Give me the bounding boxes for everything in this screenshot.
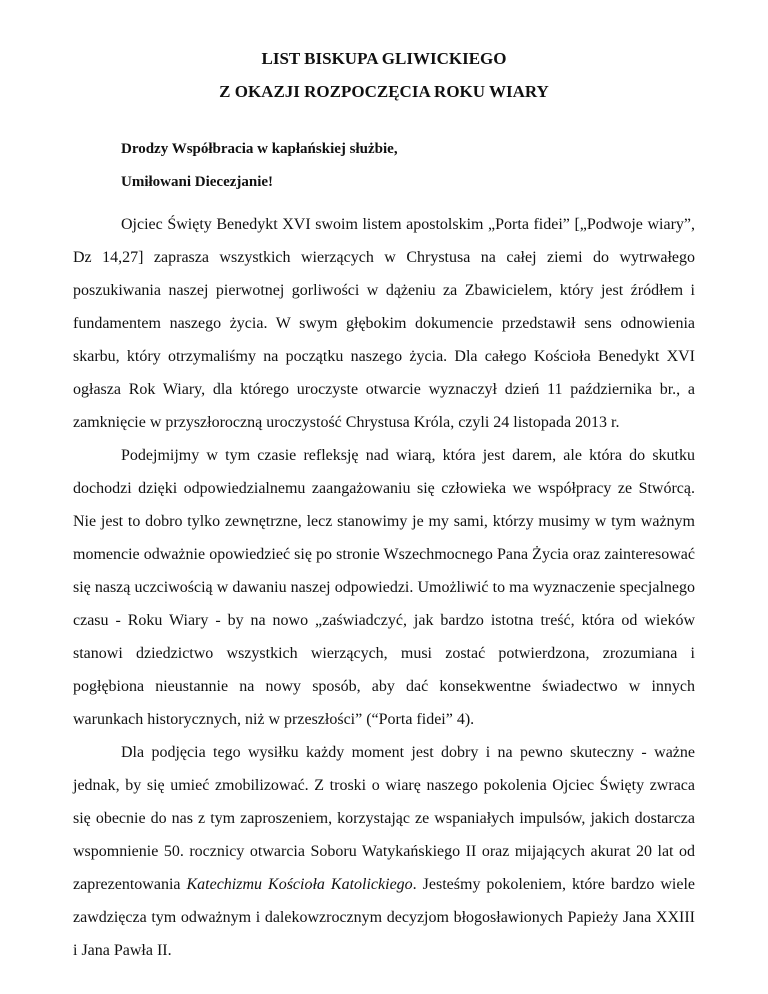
title-block (73, 42, 695, 108)
paragraph-3-italic-title: Katechizmu Kościoła Katolickiego (186, 876, 413, 893)
paragraph-3-text-end: . Jesteśmy pokoleniem, które bardzo wiele zawdzięcza tym odważnym i dalekowzrocznym decyzjom błogosławionych Papieży Jana XXIII i Jana Pawła II. (73, 876, 695, 959)
paragraph-1: Ojciec Święty Benedykt XVI swoim listem apostolskim „Porta fidei” [„Podwoje wiary”, Dz 14,27] zaprasza wszystkich wierzących w Chrystusa na całej ziemi do wytrwałego poszukiwania naszej pierwotnej gorliwości w dążeniu za Zbawicielem, który jest źródłem i fundamentem naszego życia. W swym głębokim dokumencie przedstawił sens odnowienia skarbu, który otrzymaliśmy na początku naszego życia. Dla całego Kościoła Benedykt XVI ogłasza Rok Wiary, dla którego uroczyste otwarcie wyznaczył dzień 11 października br., a zamknięcie w przyszłoroczną uroczystość Chrystusa Króla, czyli 24 listopada 2013 r. (73, 216, 695, 431)
document-title-line2: Z OKAZJI ROZPOCZĘCIA ROKU WIARY (219, 82, 549, 101)
paragraph-3-text-start: Dla podjęcia tego wysiłku każdy moment jest dobry i na pewno skuteczny - ważne jednak, by się umieć zmobilizować. Z troski o wiarę naszego pokolenia Ojciec Święty zwraca się obecnie do nas z tym zaproszeniem, korzystając ze wspaniałych impulsów, jakich dostarcza wspomnienie 50. rocznicy otwarcia Soboru Watykańskiego II oraz mijających akurat 20 lat od zaprezentowania (73, 744, 695, 893)
salutation-line1: Drodzy Współbracia w kapłańskiej służbie, (121, 141, 398, 157)
salutation-line2: Umiłowani Diecezjanie! (121, 174, 274, 190)
document-title-line1: LIST BISKUPA GLIWICKIEGO (261, 49, 507, 68)
paragraph-3 (73, 736, 695, 967)
salutation-block (73, 133, 695, 199)
paragraph-2: Podejmijmy w tym czasie refleksję nad wiarą, która jest darem, ale która do skutku dochodzi dzięki odpowiedzialnemu zaangażowaniu się człowieka we współpracy ze Stwórcą. Nie jest to dobro tylko zewnętrzne, lecz stanowimy je my sami, którzy musimy w tym ważnym momencie odważnie opowiedzieć się po stronie Wszechmocnego Pana Życia oraz zainteresować się naszą uczciwością w dawaniu naszej odpowiedzi. Umożliwić to ma wyznaczenie specjalnego czasu - Roku Wiary - by na nowo „zaświadczyć, jak bardzo istotna treść, która od wieków stanowi dziedzictwo wszystkich wierzących, musi zostać potwierdzona, zrozumiana i pogłębiona nieustannie na nowy sposób, aby dać konsekwentne świadectwo w innych warunkach historycznych, niż w przeszłości” (“Porta fidei” 4). (73, 447, 695, 728)
